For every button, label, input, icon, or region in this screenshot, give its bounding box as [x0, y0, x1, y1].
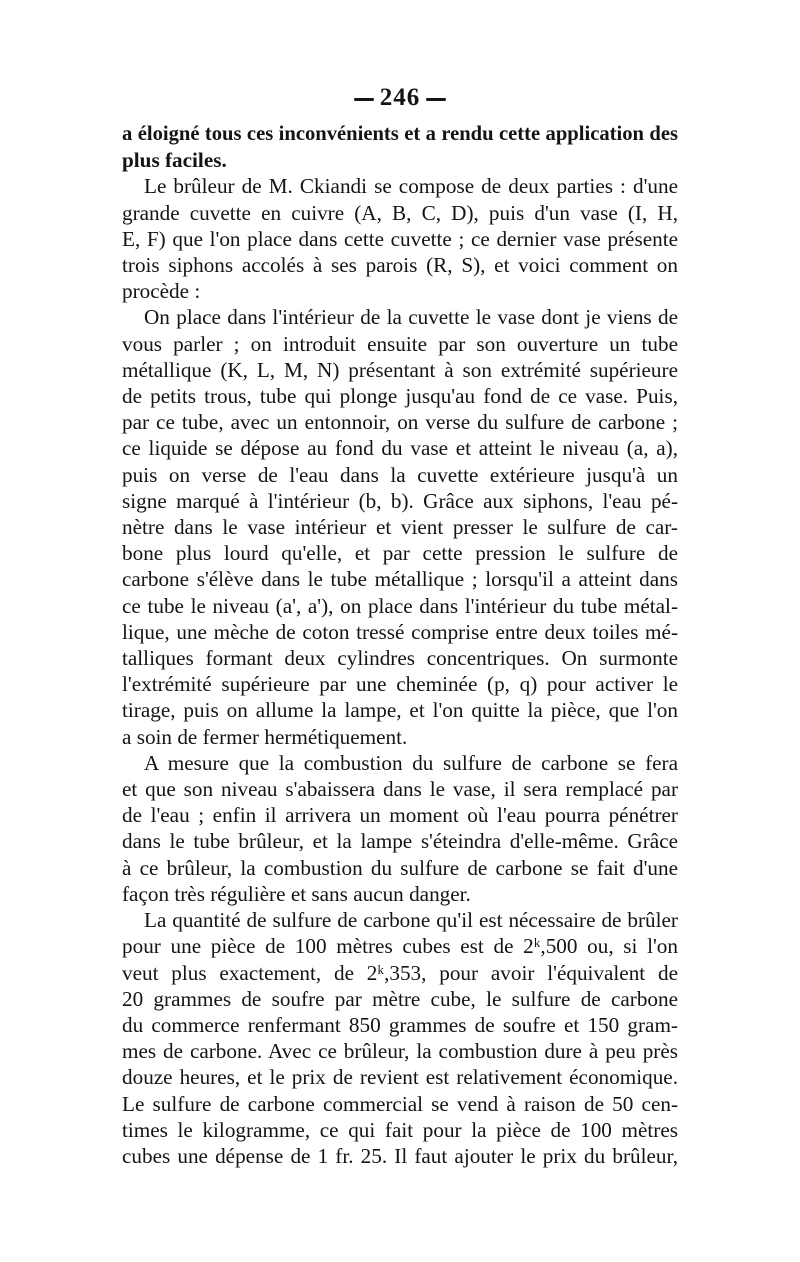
text-line: trois siphons accolés à ses parois (R, S), et voici comment on [122, 253, 678, 278]
text-line: ce tube le niveau (a', a'), on place dans l'intérieur du tube métal- [122, 593, 678, 618]
right-dash-ornament [426, 98, 446, 101]
text-line: à ce brûleur, la combustion du sulfure de carbone se fait d'une [122, 855, 678, 880]
text-line: signe marqué à l'intérieur (b, b). Grâce aux siphons, l'eau pé- [122, 488, 678, 513]
text-line: tirage, puis on allume la lampe, et l'on quitte la pièce, que l'on [122, 698, 678, 723]
body-text [122, 121, 678, 1169]
text-line: nètre dans le vase intérieur et vient presser le sulfure de car- [122, 515, 678, 540]
text-line: a soin de fermer hermétiquement. [122, 724, 408, 749]
page-number [0, 84, 800, 112]
text-line: du commerce renfermant 850 grammes de soufre et 150 gram- [122, 1012, 678, 1037]
text-line: métallique (K, L, M, N) présentant à son extrémité supérieure [122, 357, 678, 382]
text-line: mes de carbone. Avec ce brûleur, la combustion dure à peu près [122, 1039, 678, 1064]
page-number-value: 246 [379, 84, 421, 111]
text-line: Le brûleur de M. Ckiandi se compose de deux parties : d'une [144, 174, 678, 199]
text-line: de l'eau ; enfin il arrivera un moment où l'eau pourra pénétrer [122, 803, 678, 828]
text-line: procède : [122, 279, 201, 304]
text-line: La quantité de sulfure de carbone qu'il est nécessaire de brûler [144, 908, 678, 933]
text-line: et que son niveau s'abaissera dans le vase, il sera remplacé par [122, 777, 678, 802]
text-line: vous parler ; on introduit ensuite par son ouverture un tube [122, 331, 678, 356]
text-line: carbone s'élève dans le tube métallique ; lorsqu'il a atteint dans [122, 567, 678, 592]
text-line: puis on verse de l'eau dans la cuvette extérieure jusqu'à un [122, 462, 678, 487]
text-line: grande cuvette en cuivre (A, B, C, D), puis d'un vase (I, H, [122, 200, 678, 225]
text-line: plus faciles. [122, 148, 227, 173]
left-dash-ornament [354, 98, 374, 101]
text-line: par ce tube, avec un entonnoir, on verse du sulfure de carbone ; [122, 410, 678, 435]
text-line: cubes une dépense de 1 fr. 25. Il faut ajouter le prix du brûleur, [122, 1143, 678, 1168]
text-line: de petits trous, tube qui plonge jusqu'au fond de ce vase. Puis, [122, 384, 678, 409]
text-line: veut plus exactement, de 2ᵏ,353, pour avoir l'équivalent de [122, 960, 678, 985]
text-line: talliques formant deux cylindres concentriques. On surmonte [122, 646, 678, 671]
text-line: lique, une mèche de coton tressé comprise entre deux toiles mé- [122, 619, 678, 644]
text-line: ce liquide se dépose au fond du vase et atteint le niveau (a, a), [122, 436, 678, 461]
text-line: a éloigné tous ces inconvénients et a rendu cette application des [122, 123, 678, 145]
text-line: 20 grammes de soufre par mètre cube, le sulfure de carbone [122, 986, 678, 1011]
text-line: l'extrémité supérieure par une cheminée (p, q) pour activer le [122, 672, 678, 697]
text-line: A mesure que la combustion du sulfure de carbone se fera [144, 750, 678, 775]
text-line: douze heures, et le prix de revient est relativement économique. [122, 1065, 678, 1090]
text-line: façon très régulière et sans aucun danger. [122, 881, 471, 906]
text-line: E, F) que l'on place dans cette cuvette ; ce dernier vase présente [122, 226, 678, 251]
text-line: times le kilogramme, ce qui fait pour la pièce de 100 mètres [122, 1117, 678, 1142]
text-line: pour une pièce de 100 mètres cubes est de 2ᵏ,500 ou, si l'on [122, 934, 678, 959]
text-line: bone plus lourd qu'elle, et par cette pression le sulfure de [122, 541, 678, 566]
text-line: dans le tube brûleur, et la lampe s'éteindra d'elle-même. Grâce [122, 829, 678, 854]
text-line: On place dans l'intérieur de la cuvette le vase dont je viens de [144, 305, 678, 330]
text-line: Le sulfure de carbone commercial se vend à raison de 50 cen- [122, 1091, 678, 1116]
